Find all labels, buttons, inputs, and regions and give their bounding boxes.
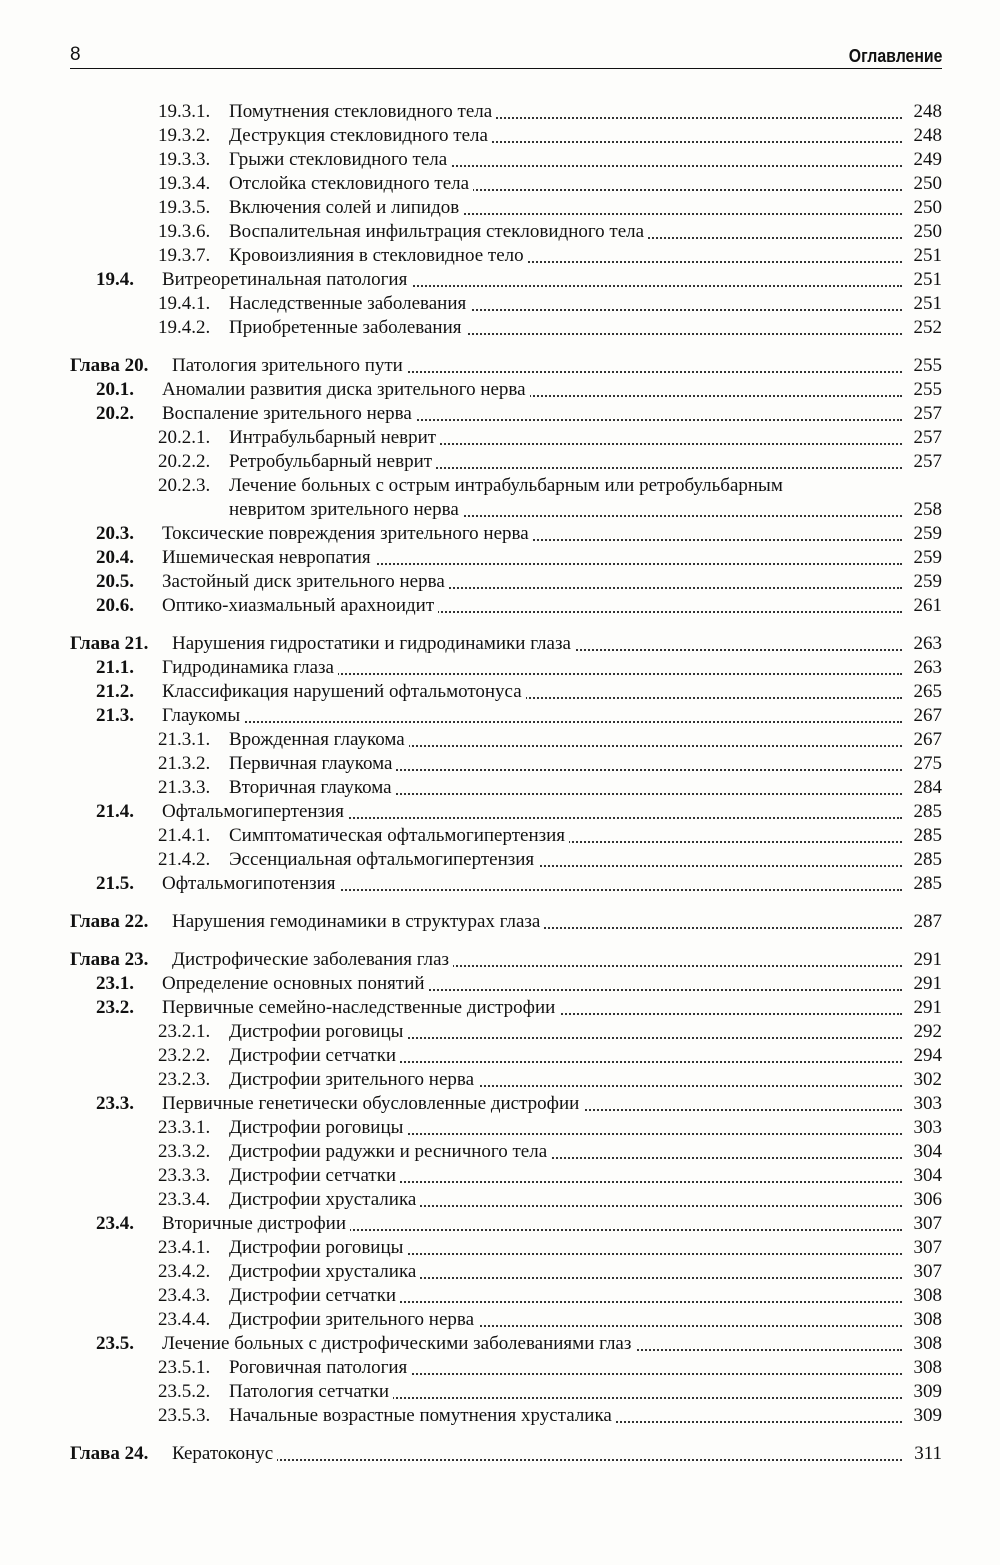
toc-entry-number: 23.2. — [96, 997, 134, 1018]
toc-entry-page: 304 — [908, 1140, 943, 1164]
toc-entry-sub — [70, 1140, 942, 1164]
toc-entry-title: Приобретенные заболевания — [229, 317, 466, 338]
toc-entry-number: 20.3. — [96, 523, 134, 544]
toc-entry-page: 275 — [908, 752, 943, 776]
toc-entry-page: 303 — [908, 1092, 943, 1116]
toc-entry-number: 23.4.4. — [158, 1309, 211, 1330]
toc-entry-page: 258 — [908, 498, 943, 522]
toc-entry-number: 23.4.1. — [158, 1237, 211, 1258]
toc-entry-title: Аномалии развития диска зрительного нерва — [162, 379, 530, 400]
toc-entry-page: 309 — [908, 1380, 943, 1404]
toc-entry-page: 307 — [908, 1212, 943, 1236]
toc-entry-number: Глава 23. — [70, 949, 149, 970]
toc-entry-sub — [70, 1044, 942, 1068]
toc-entry-sub — [70, 1236, 942, 1260]
toc-entry-number: 19.4. — [96, 269, 134, 290]
toc-entry-title: Дистрофии сетчатки — [229, 1045, 400, 1066]
toc-entry-number: 19.3.1. — [158, 101, 211, 122]
toc-entry-number: 23.5. — [96, 1333, 134, 1354]
toc-entry-page: 308 — [908, 1308, 943, 1332]
toc-entry-number: 20.2. — [96, 403, 134, 424]
toc-entry-number: 21.3.2. — [158, 753, 211, 774]
toc-entry-title: Дистрофии зрительного нерва — [229, 1309, 478, 1330]
toc-entry-title: Кератоконус — [172, 1443, 277, 1464]
toc-entry-section — [70, 1212, 942, 1236]
toc-entry-page: 249 — [908, 148, 943, 172]
toc-entry-number: 23.4. — [96, 1213, 134, 1234]
toc-entry-title: Грыжи стекловидного тела — [229, 149, 451, 170]
toc-entry-number: 20.6. — [96, 595, 134, 616]
toc-entry-title: Лечение больных с острым интрабульбарным или ретробульбарным — [229, 475, 787, 496]
toc-entry-title: Дистрофии сетчатки — [229, 1285, 400, 1306]
toc-entry-number: 21.1. — [96, 657, 134, 678]
toc-entry-number: 23.5.2. — [158, 1381, 211, 1402]
toc-entry-chapter — [70, 948, 942, 972]
toc-entry-title: Оптико-хиазмальный арахноидит — [162, 595, 438, 616]
toc-entry-chapter — [70, 632, 942, 656]
toc-entry-page: 265 — [908, 680, 943, 704]
toc-entry-sub — [70, 244, 942, 268]
toc-entry-page: 307 — [908, 1236, 943, 1260]
toc-entry-title: Дистрофии хрусталика — [229, 1189, 420, 1210]
toc-entry-title: Включения солей и липидов — [229, 197, 463, 218]
toc-entry-number: 20.5. — [96, 571, 134, 592]
toc-entry-page: 250 — [908, 220, 943, 244]
page-number: 8 — [70, 44, 81, 65]
toc-entry-title: Помутнения стекловидного тела — [229, 101, 496, 122]
toc-entry-sub — [70, 148, 942, 172]
toc-entry-page: 284 — [908, 776, 943, 800]
toc-entry-number: 21.4. — [96, 801, 134, 822]
toc-entry-sub — [70, 1308, 942, 1332]
toc-entry-number: 23.2.1. — [158, 1021, 211, 1042]
toc-entry-section — [70, 800, 942, 824]
toc-entry-title: Патология зрительного пути — [172, 355, 407, 376]
toc-entry-number: 21.5. — [96, 873, 134, 894]
toc-entry-section — [70, 268, 942, 292]
toc-entry-number: 20.2.1. — [158, 427, 211, 448]
toc-entry-number: 23.2.3. — [158, 1069, 211, 1090]
toc-entry-title: Интрабульбарный неврит — [229, 427, 440, 448]
toc-entry-number: 21.3. — [96, 705, 134, 726]
toc-entry-sub — [70, 848, 942, 872]
toc-entry-number: 19.3.5. — [158, 197, 211, 218]
toc-entry-number: 20.1. — [96, 379, 134, 400]
toc-entry-page: 308 — [908, 1284, 943, 1308]
toc-entry-page: 248 — [908, 100, 943, 124]
toc-entry-title: Определение основных понятий — [162, 973, 429, 994]
toc-entry-page: 251 — [908, 292, 943, 316]
toc-entry-title: Патология сетчатки — [229, 1381, 393, 1402]
toc-entry-title: Дистрофические заболевания глаз — [172, 949, 453, 970]
toc-entry-title: Врожденная глаукома — [229, 729, 409, 750]
toc-entry-sub — [70, 1164, 942, 1188]
toc-entry-title: невритом зрительного нерва — [229, 499, 463, 520]
toc-entry-page: 291 — [908, 948, 943, 972]
toc-entry-page: 311 — [908, 1442, 942, 1466]
toc-entry-page: 251 — [908, 268, 943, 292]
toc-entry-page: 267 — [908, 704, 943, 728]
toc-entry-sub — [70, 1068, 942, 1092]
toc-entry-sub — [70, 450, 942, 474]
toc-entry-sub — [70, 426, 942, 450]
toc-entry-page: 251 — [908, 244, 943, 268]
toc-entry-title: Дистрофии роговицы — [229, 1021, 407, 1042]
toc-entry-title: Застойный диск зрительного нерва — [162, 571, 449, 592]
toc-entry-page: 302 — [908, 1068, 943, 1092]
toc-entry-page: 261 — [908, 594, 943, 618]
toc-entry-page: 285 — [908, 824, 943, 848]
toc-entry-sub — [70, 824, 942, 848]
dot-leader — [162, 721, 902, 723]
toc-entry-number: 21.2. — [96, 681, 134, 702]
toc-entry-title: Офтальмогипотензия — [162, 873, 340, 894]
toc-entry-number: 20.4. — [96, 547, 134, 568]
toc-entry-number: 23.3. — [96, 1093, 134, 1114]
toc-entry-title: Роговичная патология — [229, 1357, 411, 1378]
toc-entry-title: Лечение больных с дистрофическими заболеваниями глаз — [162, 1333, 635, 1354]
toc-entry-number: 21.3.3. — [158, 777, 211, 798]
toc-entry-page: 252 — [908, 316, 943, 340]
toc-entry-sub — [70, 1380, 942, 1404]
toc-entry-title: Наследственные заболевания — [229, 293, 470, 314]
toc-entry-page: 259 — [908, 570, 943, 594]
toc-entry-number: 23.3.4. — [158, 1189, 211, 1210]
table-of-contents — [70, 100, 942, 1466]
toc-entry-sub — [70, 1404, 942, 1428]
toc-entry-title: Дистрофии роговицы — [229, 1237, 407, 1258]
toc-entry-number: 20.2.2. — [158, 451, 211, 472]
toc-entry-chapter — [70, 354, 942, 378]
toc-entry-section — [70, 378, 942, 402]
toc-entry-sub — [70, 1356, 942, 1380]
toc-entry-page: 291 — [908, 996, 943, 1020]
toc-entry-title: Классификация нарушений офтальмотонуса — [162, 681, 526, 702]
toc-entry-sub — [70, 752, 942, 776]
toc-entry-number: 19.3.2. — [158, 125, 211, 146]
toc-entry-number: 23.2.2. — [158, 1045, 211, 1066]
toc-entry-sub — [70, 316, 942, 340]
toc-entry-sub — [70, 1260, 942, 1284]
toc-entry-number: 23.3.1. — [158, 1117, 211, 1138]
toc-entry-section — [70, 996, 942, 1020]
toc-entry-page: 291 — [908, 972, 943, 996]
toc-entry-page: 267 — [908, 728, 943, 752]
toc-entry-title: Кровоизлияния в стекловидное тело — [229, 245, 528, 266]
toc-entry-number: 19.4.1. — [158, 293, 211, 314]
toc-entry-sub — [70, 292, 942, 316]
toc-entry-title: Симптоматическая офтальмогипертензия — [229, 825, 569, 846]
toc-entry-number: 23.5.3. — [158, 1405, 211, 1426]
toc-entry-number: 19.3.4. — [158, 173, 211, 194]
toc-entry-title: Воспаление зрительного нерва — [162, 403, 416, 424]
toc-entry-page: 250 — [908, 196, 943, 220]
toc-entry-page: 248 — [908, 124, 943, 148]
toc-entry-sub — [70, 172, 942, 196]
toc-entry-page: 255 — [908, 354, 943, 378]
toc-entry-sub — [70, 474, 942, 522]
toc-entry-page: 263 — [908, 632, 943, 656]
toc-entry-title: Отслойка стекловидного тела — [229, 173, 473, 194]
toc-entry-section — [70, 656, 942, 680]
toc-entry-title: Дистрофии хрусталика — [229, 1261, 420, 1282]
toc-entry-number: 19.3.3. — [158, 149, 211, 170]
toc-entry-title: Деструкция стекловидного тела — [229, 125, 492, 146]
toc-entry-number: 21.4.1. — [158, 825, 211, 846]
toc-entry-section — [70, 522, 942, 546]
toc-entry-page: 285 — [908, 800, 943, 824]
toc-entry-number: Глава 24. — [70, 1443, 149, 1464]
toc-entry-chapter — [70, 910, 942, 934]
running-title: Оглавление — [848, 46, 942, 66]
toc-entry-title: Первичные генетически обусловленные дистрофии — [162, 1093, 583, 1114]
toc-entry-page: 250 — [908, 172, 943, 196]
toc-entry-title: Дистрофии радужки и ресничного тела — [229, 1141, 551, 1162]
toc-entry-page: 285 — [908, 872, 943, 896]
toc-entry-title: Нарушения гидростатики и гидродинамики глаза — [172, 633, 575, 654]
toc-entry-title: Первичная глаукома — [229, 753, 396, 774]
toc-entry-title: Дистрофии роговицы — [229, 1117, 407, 1138]
toc-entry-page: 308 — [908, 1332, 943, 1356]
toc-entry-title: Гидродинамика глаза — [162, 657, 338, 678]
toc-entry-number: Глава 21. — [70, 633, 149, 654]
toc-entry-page: 303 — [908, 1116, 943, 1140]
toc-entry-title: Вторичная глаукома — [229, 777, 396, 798]
toc-entry-number: 23.1. — [96, 973, 134, 994]
toc-entry-title: Ретробульбарный неврит — [229, 451, 436, 472]
toc-entry-number: 19.4.2. — [158, 317, 211, 338]
toc-entry-title: Эссенциальная офтальмогипертензия — [229, 849, 538, 870]
toc-entry-number: 19.3.7. — [158, 245, 211, 266]
toc-entry-page: 263 — [908, 656, 943, 680]
toc-entry-section — [70, 570, 942, 594]
toc-entry-page: 257 — [908, 450, 943, 474]
toc-entry-title: Нарушения гемодинамики в структурах глаза — [172, 911, 544, 932]
toc-entry-title: Офтальмогипертензия — [162, 801, 348, 822]
toc-entry-title: Дистрофии зрительного нерва — [229, 1069, 478, 1090]
toc-entry-sub — [70, 100, 942, 124]
toc-entry-section — [70, 972, 942, 996]
dot-leader — [172, 1459, 902, 1461]
toc-entry-page: 306 — [908, 1188, 943, 1212]
toc-entry-section — [70, 680, 942, 704]
toc-entry-page: 259 — [908, 522, 943, 546]
toc-entry-page: 304 — [908, 1164, 943, 1188]
toc-entry-section — [70, 704, 942, 728]
toc-entry-page: 285 — [908, 848, 943, 872]
toc-entry-sub — [70, 1284, 942, 1308]
toc-entry-number: 19.3.6. — [158, 221, 211, 242]
toc-entry-number: 23.5.1. — [158, 1357, 211, 1378]
toc-entry-section — [70, 1332, 942, 1356]
toc-entry-number: Глава 20. — [70, 355, 149, 376]
toc-entry-page: 307 — [908, 1260, 943, 1284]
toc-entry-sub — [70, 1188, 942, 1212]
toc-entry-page: 259 — [908, 546, 943, 570]
toc-entry-section — [70, 402, 942, 426]
toc-entry-page: 308 — [908, 1356, 943, 1380]
toc-entry-number: 23.3.2. — [158, 1141, 211, 1162]
toc-entry-section — [70, 546, 942, 570]
toc-entry-title: Токсические повреждения зрительного нерва — [162, 523, 533, 544]
toc-entry-section — [70, 872, 942, 896]
page-header — [70, 42, 942, 69]
toc-entry-number: 23.3.3. — [158, 1165, 211, 1186]
toc-entry-page: 255 — [908, 378, 943, 402]
toc-entry-title: Первичные семейно-наследственные дистрофии — [162, 997, 559, 1018]
toc-entry-title: Дистрофии сетчатки — [229, 1165, 400, 1186]
toc-entry-sub — [70, 1116, 942, 1140]
toc-entry-title: Воспалительная инфильтрация стекловидного тела — [229, 221, 648, 242]
toc-entry-section — [70, 594, 942, 618]
toc-entry-chapter — [70, 1442, 942, 1466]
toc-entry-sub — [70, 124, 942, 148]
toc-entry-title: Вторичные дистрофии — [162, 1213, 350, 1234]
toc-entry-sub — [70, 220, 942, 244]
toc-entry-title: Глаукомы — [162, 705, 244, 726]
toc-entry-sub — [70, 776, 942, 800]
toc-entry-page: 257 — [908, 402, 943, 426]
toc-entry-number: 20.2.3. — [158, 475, 211, 496]
toc-entry-page: 292 — [908, 1020, 943, 1044]
toc-entry-title: Ишемическая невропатия — [162, 547, 375, 568]
toc-entry-page: 309 — [908, 1404, 943, 1428]
toc-entry-sub — [70, 728, 942, 752]
toc-entry-title: Начальные возрастные помутнения хрусталика — [229, 1405, 616, 1426]
toc-entry-number: 23.4.3. — [158, 1285, 211, 1306]
toc-entry-number: 21.4.2. — [158, 849, 211, 870]
toc-entry-number: Глава 22. — [70, 911, 149, 932]
toc-entry-section — [70, 1092, 942, 1116]
toc-entry-number: 21.3.1. — [158, 729, 211, 750]
toc-entry-number: 23.4.2. — [158, 1261, 211, 1282]
toc-entry-sub — [70, 196, 942, 220]
toc-entry-page: 294 — [908, 1044, 943, 1068]
toc-entry-page: 287 — [908, 910, 943, 934]
toc-entry-page: 257 — [908, 426, 943, 450]
toc-entry-title: Витреоретинальная патология — [162, 269, 411, 290]
toc-entry-sub — [70, 1020, 942, 1044]
